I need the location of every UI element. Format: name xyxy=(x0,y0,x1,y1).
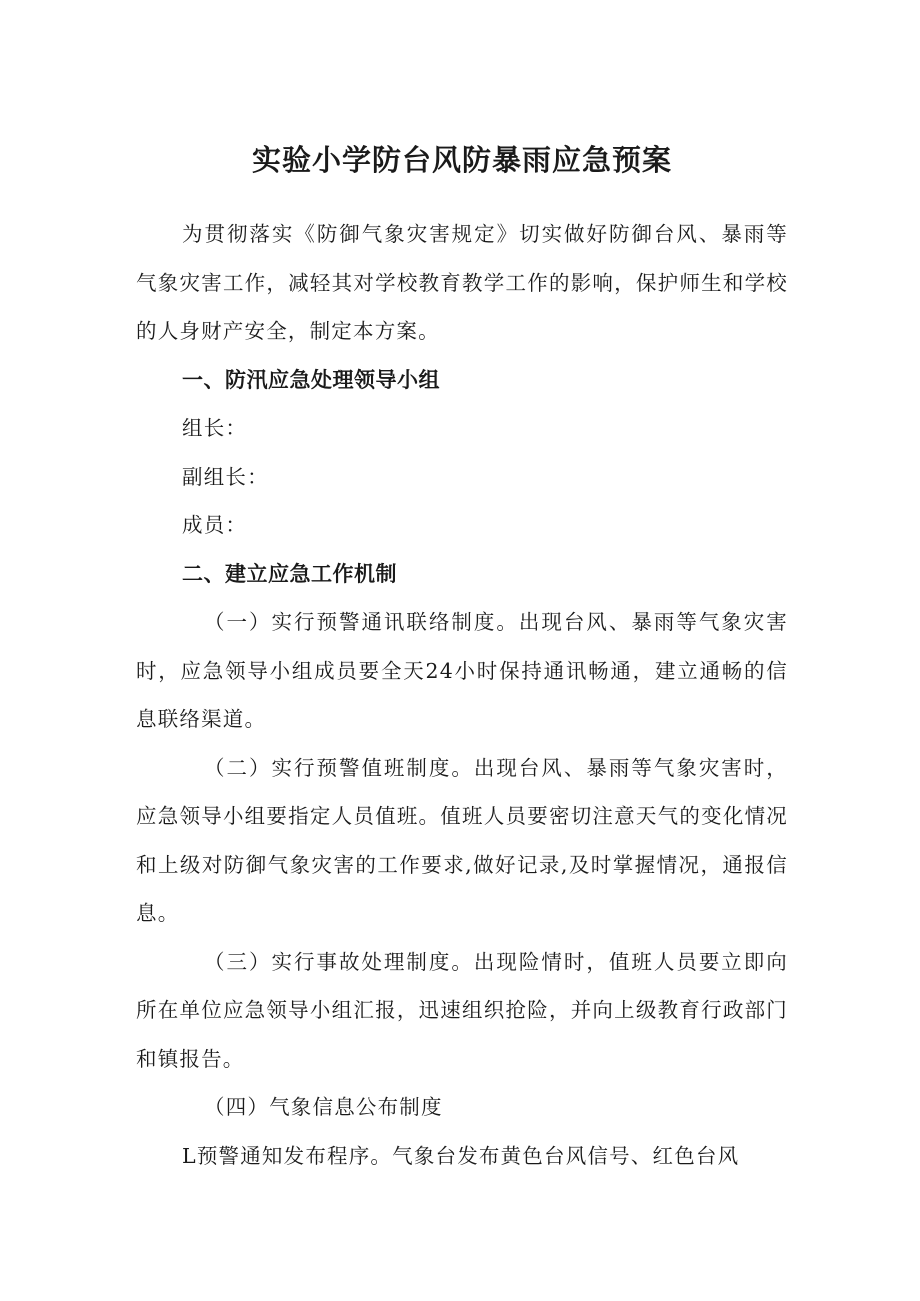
document-body xyxy=(136,210,788,1180)
leader-line: 组长： xyxy=(182,416,248,440)
mechanism-item-weather-info: （四）气象信息公布制度 xyxy=(204,1095,443,1119)
warning-notice-procedure: L预警通知发布程序。气象台发布黄色台风信号、红色台风 xyxy=(182,1143,740,1168)
mechanism-item-duty: （二）实行预警值班制度。出现台风、暴雨等气象灾害时，应急领导小组要指定人员值班。值班人员要密切注意天气的变化情况和上级对防御气象灾害的工作要求,做好记录,及时掌握情况，通报信息。 xyxy=(136,755,788,925)
document-title: 实验小学防台风防暴雨应急预案 xyxy=(251,143,672,177)
mechanism-item-communication: （一）实行预警通讯联络制度。出现台风、暴雨等气象灾害时，应急领导小组成员要全天24小时保持通讯畅通，建立通畅的信息联络渠道。 xyxy=(136,610,788,731)
section-heading-leadership-group: 一、防汛应急处理领导小组 xyxy=(182,367,440,392)
mechanism-item-accident: （三）实行事故处理制度。出现险情时，值班人员要立即向所在单位应急领导小组汇报，迅速组织抢险，并向上级教育行政部门和镇报告。 xyxy=(136,949,788,1071)
members-line: 成员： xyxy=(182,513,248,537)
intro-paragraph: 为贯彻落实《防御气象灾害规定》切实做好防御台风、暴雨等气象灾害工作，减轻其对学校教育教学工作的影响，保护师生和学校的人身财产安全，制定本方案。 xyxy=(136,222,788,343)
section-heading-emergency-mechanism: 二、建立应急工作机制 xyxy=(182,561,397,586)
deputy-leader-line: 副组长： xyxy=(182,464,269,489)
